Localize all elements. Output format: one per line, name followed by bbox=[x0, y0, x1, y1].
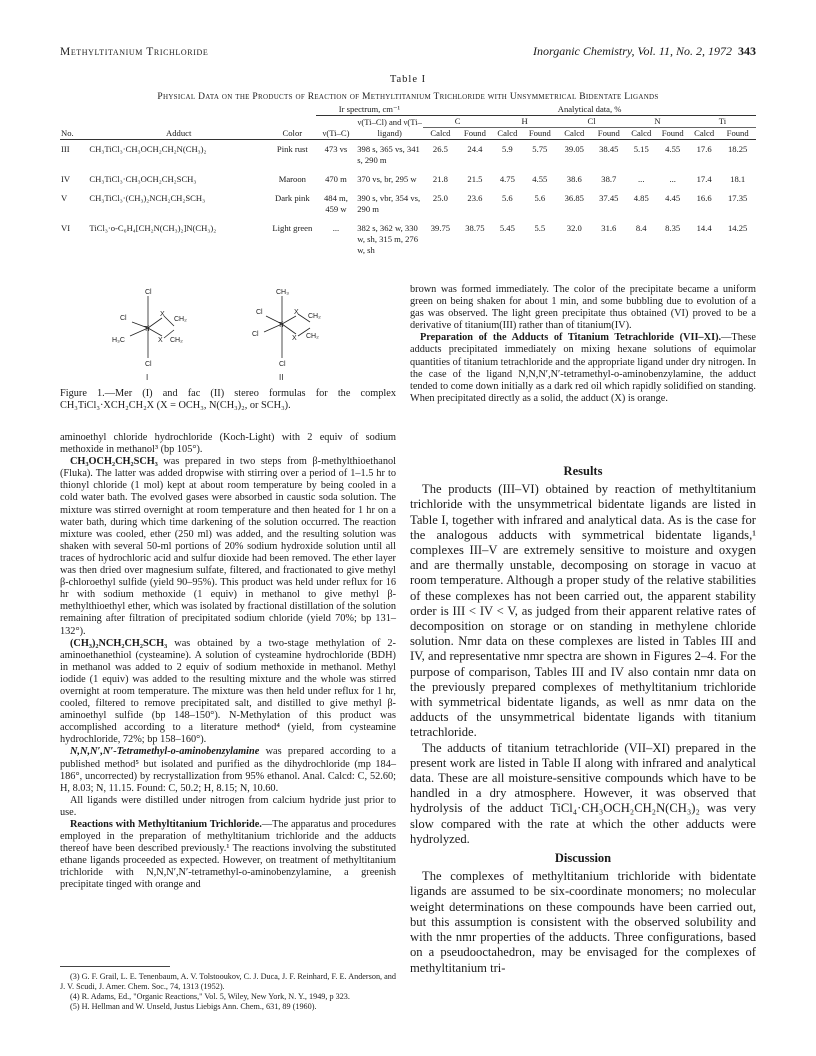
atom-ti: Ti bbox=[144, 326, 150, 333]
structure-label-ii: II bbox=[279, 373, 284, 382]
row-value: 4.55 bbox=[532, 174, 548, 184]
paragraph-text: was prepared in two steps from β-methylthioethanol (Fluka). The latter was added dropwise with stirring over a period of 1–1.5 hr to thionyl chloride (1 mol) kept at about room temperature by being cooled in a cold water bath. The evolved gases were absorbed in caustic soda solution. The mixture was stirred overnight at room temperature and then heated for 1 hr on a water bath, during which time darkening of the solution occurred. The reaction mixture was cooled, ether (250 ml) was added, and the resulting solution was shaken with several 50-ml portions of 20% sodium hydroxide solution until all traces of hydrochloric acid and sulfur dioxide had been removed. The ether layer was then dried over magnesium sulfate, filtered, and fractionated to give methyl β-chloroethyl sulfide (yield 90–95%). This product was held under reflux for 16 hr with sodium methoxide (1 equiv) in methanol to give methyl β-methylthioethyl ether, which was isolated by fractional distillation of the solution remaining after filtration of precipitated sodium chloride (yield 70%; bp 131–132°). bbox=[60, 456, 396, 637]
row-value: 38.45 bbox=[599, 144, 619, 154]
paragraph-text: was obtained by a two-stage methylation of 2-aminoethanethiol (cysteamine). A solution of cysteamine hydrochloride (BDH) in methanol was added to 2 equiv of sodium methoxide in methanol. Methyl iodide (1 equiv) was added to the resulting mixture and the whole was stirred overnight at room temperature. The mixture was then held under reflux for 1 hr, cooled, filtered to remove precipitated salt, and distilled to give methyl β-aminoethyl sulfide (bp 148–150°). N-Methylation of this product was accomplished according to a literature method⁴ (yield, from cysteamine hydrochloride, 72%; bp 158–160°). bbox=[60, 637, 396, 746]
row-value: 14.25 bbox=[727, 223, 748, 233]
table-row bbox=[60, 185, 756, 215]
found-header: Found bbox=[726, 128, 749, 138]
bond bbox=[282, 316, 296, 324]
atom-x: X bbox=[292, 335, 297, 342]
paragraph bbox=[60, 638, 396, 747]
row-value: 4.45 bbox=[665, 193, 681, 203]
right-column-body bbox=[410, 460, 756, 976]
row-value: 5.15 bbox=[633, 144, 649, 154]
row-value: 18.1 bbox=[730, 174, 746, 184]
element-header-h: H bbox=[492, 116, 557, 128]
calcd-header: Calcd bbox=[631, 128, 652, 138]
row-value: 38.75 bbox=[465, 223, 485, 233]
row-ti-cl: 390 s, vbr, 354 vs, 290 m bbox=[357, 193, 421, 214]
row-value: 17.6 bbox=[696, 144, 712, 154]
row-color: Dark pink bbox=[275, 193, 310, 203]
paragraph: The complexes of methyltitanium trichloride with bidentate ligands are assumed to be six-coordinate monomers; no molecular weight determinations on these compounds have been carried out, but this assumption is consistent with the observed solubility and with the nmr properties of the adducts. Three configurations, based on a pseudooctahedron, may be envisaged for the complexes of methyltitanium tri- bbox=[410, 869, 756, 975]
row-ti-cl: 398 s, 365 vs, 341 s, 290 m bbox=[357, 144, 420, 165]
ti-c-header: ν(Ti–C) bbox=[322, 128, 350, 138]
row-ti-c: 473 vs bbox=[324, 144, 348, 154]
analytical-group-header: Analytical data, % bbox=[423, 104, 756, 116]
running-head-journal bbox=[533, 44, 756, 59]
footnote: (3) G. F. Grail, L. E. Tenenbaum, A. V. Tolstooukov, C. J. Duca, J. F. Reinhard, F. E. Anderson, and J. V. Scudi, J. Amer. Chem. Soc., 74, 1313 (1952). bbox=[60, 972, 396, 991]
bond bbox=[148, 318, 162, 328]
row-value: 14.4 bbox=[696, 223, 712, 233]
calcd-header: Calcd bbox=[430, 128, 451, 138]
found-header: Found bbox=[661, 128, 684, 138]
row-adduct: CH₃TiCl₃·CH₃OCH₂CH₂SCH₃ bbox=[89, 174, 197, 184]
table-row bbox=[60, 166, 756, 185]
figure-1-structures bbox=[60, 284, 396, 382]
row-value: 21.5 bbox=[467, 174, 483, 184]
row-ti-c: 484 m, 459 w bbox=[324, 193, 348, 214]
row-ti-cl: 382 s, 362 w, 330 w, sh, 315 m, 276 w, sh bbox=[357, 223, 419, 255]
atom-x: X bbox=[294, 309, 299, 316]
results-heading: Results bbox=[563, 464, 603, 478]
row-value: 31.6 bbox=[601, 223, 617, 233]
footnote-rule bbox=[60, 966, 170, 967]
bond bbox=[148, 328, 162, 336]
footnote: (4) R. Adams, Ed., "Organic Reactions," Vol. 5, Wiley, New York, N. Y., 1949, p 323. bbox=[70, 992, 350, 1001]
atom-cl: Cl bbox=[256, 309, 263, 316]
row-value: ... bbox=[638, 174, 645, 184]
element-header-ti: Ti bbox=[689, 116, 756, 128]
atom-cl: Cl bbox=[252, 331, 259, 338]
right-column-top bbox=[410, 284, 756, 405]
ti-cl-header: ν(Ti–Cl) and ν(Ti–ligand) bbox=[357, 117, 422, 138]
table-row bbox=[60, 215, 756, 256]
row-value: 5.75 bbox=[532, 144, 548, 154]
row-value: 17.35 bbox=[727, 193, 748, 203]
journal-citation: Inorganic Chemistry, Vol. 11, No. 2, 1972 bbox=[533, 44, 732, 58]
figure-caption: Figure 1.—Mer (I) and fac (II) stereo formulas for the complex CH₃TiCl₃·XCH₂CH₂X (X = OCH₃, N(CH₃)₂, or SCH₃). bbox=[60, 388, 396, 412]
paragraph: All ligands were distilled under nitrogen from calcium hydride just prior to use. bbox=[60, 794, 396, 818]
row-value: 37.45 bbox=[599, 193, 619, 203]
bond bbox=[282, 324, 296, 334]
row-value: 5.5 bbox=[534, 223, 546, 233]
row-adduct: CH₃TiCl₃·CH₃OCH₂CH₂N(CH₃)₂ bbox=[89, 144, 207, 154]
row-value: 38.6 bbox=[566, 174, 582, 184]
row-value: ... bbox=[669, 174, 676, 184]
row-value: 26.5 bbox=[432, 144, 448, 154]
atom-x: X bbox=[158, 337, 163, 344]
paragraph bbox=[60, 746, 396, 794]
row-no: V bbox=[61, 193, 68, 203]
element-header-c: C bbox=[423, 116, 492, 128]
row-value: 23.6 bbox=[467, 193, 483, 203]
row-value: 5.9 bbox=[501, 144, 513, 154]
data-table bbox=[60, 104, 756, 256]
row-value: 32.0 bbox=[566, 223, 582, 233]
row-ti-cl: 370 vs, br, 295 w bbox=[357, 174, 417, 184]
bond bbox=[164, 316, 174, 326]
table-title: Physical Data on the Products of Reaction of Methyltitanium Trichloride with Unsymmetrical Bidentate Ligands bbox=[157, 92, 659, 102]
row-value: 5.45 bbox=[499, 223, 515, 233]
found-header: Found bbox=[463, 128, 486, 138]
element-header-cl: Cl bbox=[557, 116, 626, 128]
running-head-title: Methyltitanium Trichloride bbox=[60, 46, 209, 58]
row-value: 25.0 bbox=[432, 193, 448, 203]
row-value: 21.8 bbox=[432, 174, 448, 184]
row-value: 36.85 bbox=[564, 193, 584, 203]
atom-ch2: CH₂ bbox=[308, 313, 321, 320]
row-value: 4.55 bbox=[665, 144, 681, 154]
paragraph-heading: Preparation of the Adducts of Titanium Tetrachloride (VII–XI). bbox=[420, 332, 722, 344]
row-adduct: CH₃TiCl₃·(CH₃)₂NCH₂CH₂SCH₃ bbox=[89, 193, 206, 203]
discussion-heading: Discussion bbox=[554, 851, 612, 866]
paragraph-heading: (CH₃)₂NCH₂CH₂SCH₃ bbox=[70, 637, 168, 649]
calcd-header: Calcd bbox=[497, 128, 518, 138]
atom-ch2: CH₂ bbox=[170, 337, 183, 344]
row-color: Pink rust bbox=[276, 144, 308, 154]
atom-ch2: CH₂ bbox=[306, 333, 319, 340]
row-value: 4.85 bbox=[633, 193, 649, 203]
atom-cl: Cl bbox=[145, 289, 152, 296]
atom-h3c: H₃C bbox=[112, 337, 125, 344]
atom-ti: Ti bbox=[278, 322, 284, 329]
row-no: III bbox=[61, 144, 70, 154]
calcd-header: Calcd bbox=[564, 128, 585, 138]
structure-label-i: I bbox=[146, 373, 149, 382]
left-column bbox=[60, 432, 396, 892]
row-value: 16.6 bbox=[696, 193, 712, 203]
paragraph-text: —The apparatus and procedures employed in the preparation of methyltitanium trichloride and the adducts thereof have been described previously.¹ The reactions involving the substituted ethane ligands proceeded as expected. However, on treatment of methyltitanium trichloride with N,N,N′,N′-tetramethyl-o-aminobenzylamine, a greenish precipitate tinged with orange and bbox=[60, 819, 396, 891]
paragraph: brown was formed immediately. The color of the precipitate became a uniform green on being shaken for about 1 min, and some bubbling due to evolution of a gas was observed. The light green precipitate thus obtained (VI) proved to be a derivative of titanium(III) rather than of titanium(IV). bbox=[410, 284, 756, 332]
color-header: Color bbox=[282, 128, 303, 138]
paragraph: aminoethyl chloride hydrochloride (Koch-Light) with 2 equiv of sodium methoxide in methanol³ (bp 105°). bbox=[60, 432, 396, 456]
row-no: VI bbox=[61, 223, 71, 233]
paragraph-text: —These adducts precipitated immediately on mixing hexane solutions of equimolar quantities of titanium tetrachloride and the appropriate ligand under dry nitrogen. In the case of the ligand N,N,N′,N′-tetramethyl-o-aminobenzylamine, the adduct tended to come down initially as a dark red oil which rapidly solidified on standing. When precipitated directly as a solid, the adduct (X) is orange. bbox=[410, 332, 756, 404]
row-ti-c: 470 m bbox=[325, 174, 347, 184]
row-value: 8.35 bbox=[665, 223, 681, 233]
footnotes bbox=[60, 972, 396, 1012]
found-header: Found bbox=[528, 128, 551, 138]
atom-cl: Cl bbox=[120, 315, 127, 322]
element-header-n: N bbox=[626, 116, 689, 128]
atom-ch3: CH₃ bbox=[276, 289, 289, 296]
row-value: 24.4 bbox=[467, 144, 483, 154]
row-value: 17.4 bbox=[696, 174, 712, 184]
row-value: 18.25 bbox=[727, 144, 748, 154]
paragraph bbox=[60, 456, 396, 637]
row-adduct: TiCl₃·o-C₆H₄[CH₂N(CH₃)₂]N(CH₃)₂ bbox=[89, 223, 217, 233]
row-no: IV bbox=[61, 174, 71, 184]
row-color: Light green bbox=[272, 223, 313, 233]
row-value: 5.6 bbox=[501, 193, 513, 203]
footnote: (5) H. Hellman and W. Unseld, Justus Liebigs Ann. Chem., 631, 89 (1960). bbox=[70, 1002, 317, 1011]
atom-cl: Cl bbox=[279, 361, 286, 368]
atom-cl: Cl bbox=[145, 361, 152, 368]
atom-ch2: CH₂ bbox=[174, 316, 187, 323]
paragraph-text: was prepared according to a published method⁵ but isolated and purified as the dihydrochloride (mp 184–186°, uncorrected) by recrystallization from 95% ethanol. Anal. Calcd: C, 52.60; H, 8.03; N, 11.15. Found: C, 50.2; H, 8.15; N, 10.60. bbox=[60, 746, 396, 794]
adduct-header: Adduct bbox=[166, 128, 192, 138]
paragraph: The products (III–VI) obtained by reaction of methyltitanium trichloride with the unsymmetrical bidentate ligands are listed in Table I, together with infrared and analytical data. As is the case for the analogous adducts with symmetrical bidentate ligands,¹ complexes III–V are extremely sensitive to moisture and oxygen and are thermally unstable, decomposing on storage in vacuo at room temperature. Although a proper study of the relative stabilities of these complexes has not been carried out, the apparent stability order is III < IV < V, as judged from their apparent relative rates of decomposition on storage or on standing in methylene chloride solution. Nmr data on these complexes are listed in Tables III and IV, and representative nmr spectra are shown in Figures 2–4. For the purpose of comparison, Tables III and IV also contain nmr data on the previously prepared complexes of methyltitanium trichloride with symmetrical bidentate ligands, as well as nmr data on the adducts of the unsymmetrical bidentate ligands with titanium tetrachloride. bbox=[410, 482, 756, 740]
table-row bbox=[60, 140, 756, 167]
row-value: 5.6 bbox=[534, 193, 546, 203]
atom-x: X bbox=[160, 311, 165, 318]
row-value: 39.75 bbox=[430, 223, 451, 233]
paragraph-heading: N,N,N′,N′-Tetramethyl-o-aminobenzylamine bbox=[70, 746, 260, 758]
row-value: 4.75 bbox=[499, 174, 515, 184]
row-value: 38.7 bbox=[601, 174, 617, 184]
paragraph: The adducts of titanium tetrachloride (VII–XI) prepared in the present work are listed in Table II along with infrared and analytical data. These are all moisture-sensitive compounds which have to be handled in a dry atmosphere. However, it was observed that hydrolysis of the adduct TiCl₄·CH₃OCH₂CH₂N(CH₃)₂ was very slow compared with the rate at which the other adducts were hydrolyzed. bbox=[410, 740, 756, 846]
paragraph bbox=[410, 332, 756, 405]
paragraph-heading: CH₃OCH₂CH₂SCH₃ bbox=[70, 456, 158, 468]
calcd-header: Calcd bbox=[694, 128, 715, 138]
paragraph-heading: Reactions with Methyltitanium Trichloride. bbox=[70, 819, 262, 830]
no-header: No. bbox=[61, 128, 74, 138]
table-label: Table I bbox=[389, 74, 427, 85]
ir-group-header: Ir spectrum, cm⁻¹ bbox=[316, 104, 424, 116]
row-value: 8.4 bbox=[635, 223, 647, 233]
row-ti-c: ... bbox=[332, 223, 340, 233]
page-number: 343 bbox=[738, 44, 756, 58]
row-value: 39.05 bbox=[564, 144, 584, 154]
paragraph bbox=[60, 819, 396, 892]
row-color: Maroon bbox=[278, 174, 306, 184]
found-header: Found bbox=[597, 128, 620, 138]
